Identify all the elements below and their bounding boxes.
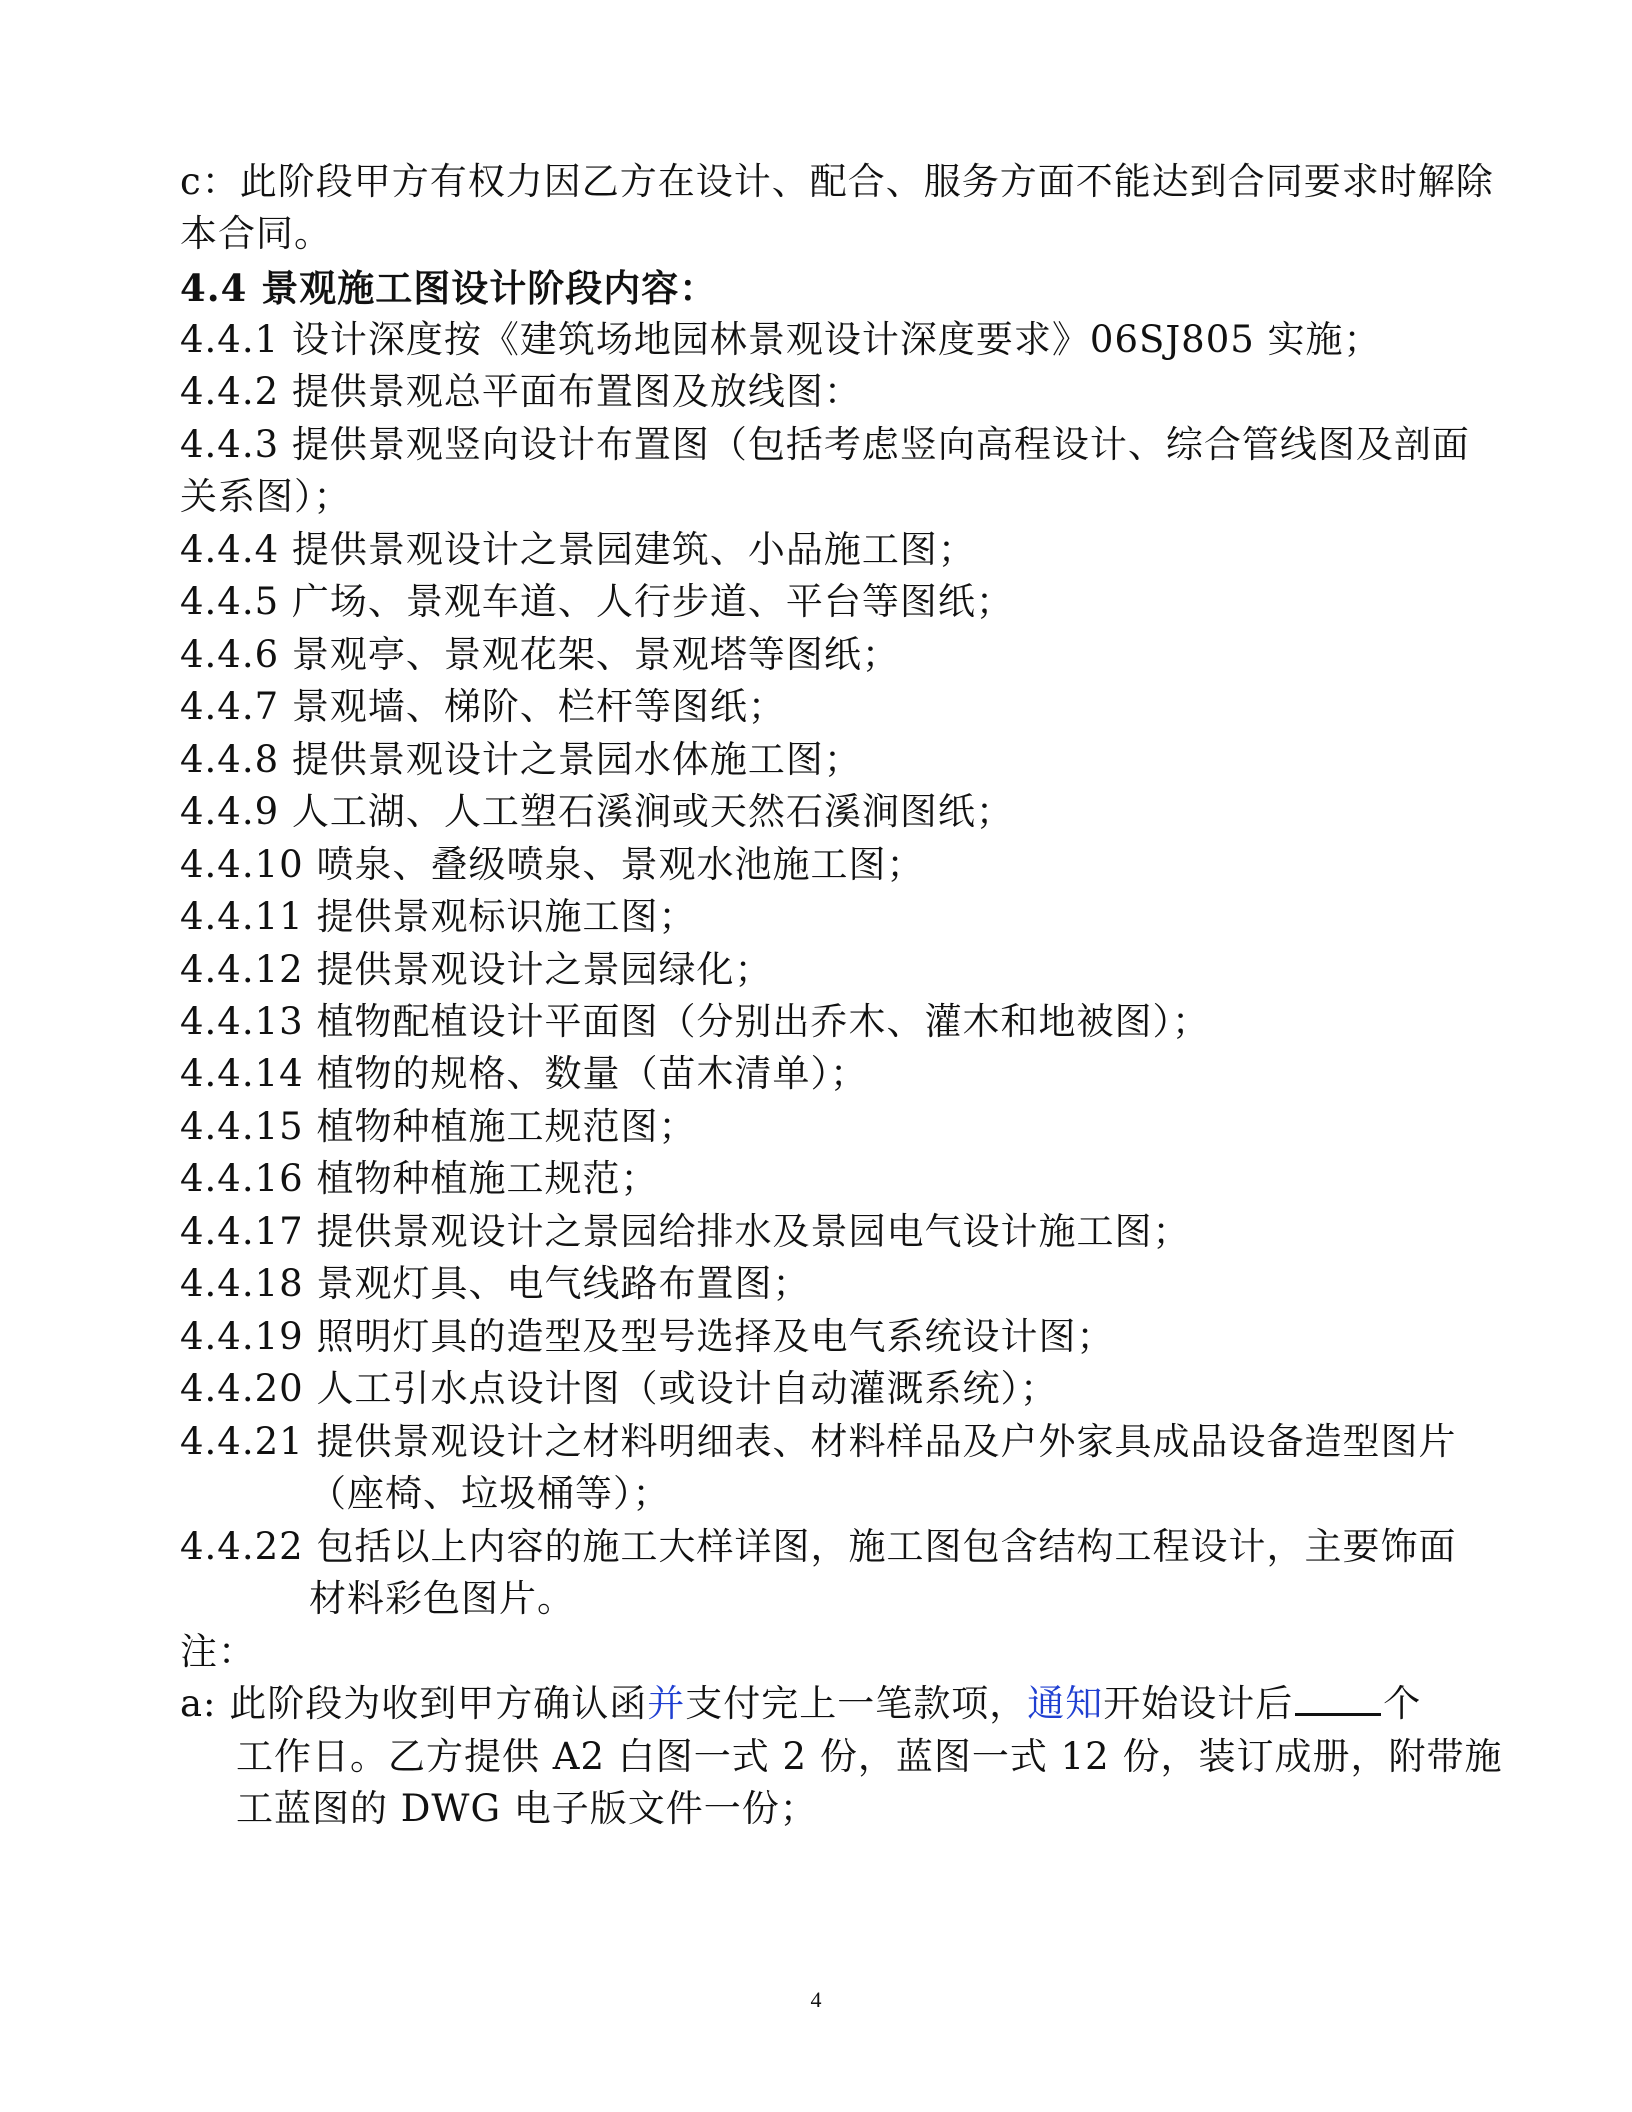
item-4-4-9: 4.4.9 人工湖、人工塑石溪涧或天然石溪涧图纸； [180, 790, 1014, 833]
item-4-4-6: 4.4.6 景观亭、景观花架、景观塔等图纸； [180, 633, 900, 676]
section-title: 4.4 景观施工图设计阶段内容： [180, 266, 718, 310]
note-label: 注： [180, 1630, 256, 1673]
item-4-4-21-line-1: 4.4.21 提供景观设计之材料明细表、材料样品及户外家具成品设备造型图片 [180, 1420, 1457, 1463]
item-4-4-21-line-2: （座椅、垃圾桶等）； [309, 1472, 671, 1515]
item-4-4-3-line-1: 4.4.3 提供景观竖向设计布置图（包括考虑竖向高程设计、综合管线图及剖面 [180, 423, 1470, 466]
note-a-suffix: 个 [1383, 1682, 1422, 1725]
item-4-4-2: 4.4.2 提供景观总平面布置图及放线图： [180, 370, 862, 413]
item-4-4-1: 4.4.1 设计深度按《建筑场地园林景观设计深度要求》06SJ805 实施； [180, 318, 1382, 361]
note-a-after-link: 开始设计后 [1103, 1682, 1294, 1725]
item-4-4-8: 4.4.8 提供景观设计之景园水体施工图； [180, 738, 862, 781]
item-4-4-13: 4.4.13 植物配植设计平面图（分别出乔木、灌木和地被图）； [180, 1000, 1210, 1043]
page-number: 4 [810, 1987, 822, 2012]
item-4-4-19: 4.4.19 照明灯具的造型及型号选择及电气系统设计图； [180, 1315, 1115, 1358]
note-a-line-1 [180, 1678, 1480, 1730]
item-4-4-10: 4.4.10 喷泉、叠级喷泉、景观水池施工图； [180, 843, 925, 886]
clause-c-line-2: 本合同。 [180, 212, 332, 255]
item-4-4-22-line-1: 4.4.22 包括以上内容的施工大样详图，施工图包含结构工程设计，主要饰面 [180, 1525, 1457, 1568]
item-4-4-4: 4.4.4 提供景观设计之景园建筑、小品施工图； [180, 528, 976, 571]
item-4-4-14: 4.4.14 植物的规格、数量（苗木清单）； [180, 1052, 868, 1095]
item-4-4-11: 4.4.11 提供景观标识施工图； [180, 895, 697, 938]
item-4-4-7: 4.4.7 景观墙、梯阶、栏杆等图纸； [180, 685, 786, 728]
item-4-4-20: 4.4.20 人工引水点设计图（或设计自动灌溉系统）； [180, 1367, 1058, 1410]
item-4-4-16: 4.4.16 植物种植施工规范； [180, 1157, 659, 1200]
note-a-link-notify[interactable]: 通知 [1027, 1682, 1104, 1725]
note-a-prefix: a: 此阶段为收到甲方确认函 [180, 1682, 648, 1725]
note-a-middle: 支付完上一笔款项， [685, 1682, 1028, 1725]
item-4-4-3-line-2: 关系图）； [180, 475, 352, 518]
item-4-4-15: 4.4.15 植物种植施工规范图； [180, 1105, 697, 1148]
clause-c-line-1: c：此阶段甲方有权力因乙方在设计、配合、服务方面不能达到合同要求时解除 [180, 160, 1494, 203]
note-a-link-and[interactable]: 并 [647, 1682, 686, 1725]
note-a-line-3: 工蓝图的 DWG 电子版文件一份； [236, 1787, 818, 1830]
item-4-4-17: 4.4.17 提供景观设计之景园给排水及景园电气设计施工图； [180, 1210, 1191, 1253]
item-4-4-22-line-2: 材料彩色图片。 [309, 1577, 575, 1620]
item-4-4-18: 4.4.18 景观灯具、电气线路布置图； [180, 1262, 811, 1305]
note-a-line-2: 工作日。乙方提供 A2 白图一式 2 份，蓝图一式 12 份，装订成册，附带施 [236, 1735, 1503, 1778]
item-4-4-5: 4.4.5 广场、景观车道、人行步道、平台等图纸； [180, 580, 1014, 623]
working-days-blank [1295, 1683, 1381, 1716]
item-4-4-12: 4.4.12 提供景观设计之景园绿化； [180, 948, 773, 991]
